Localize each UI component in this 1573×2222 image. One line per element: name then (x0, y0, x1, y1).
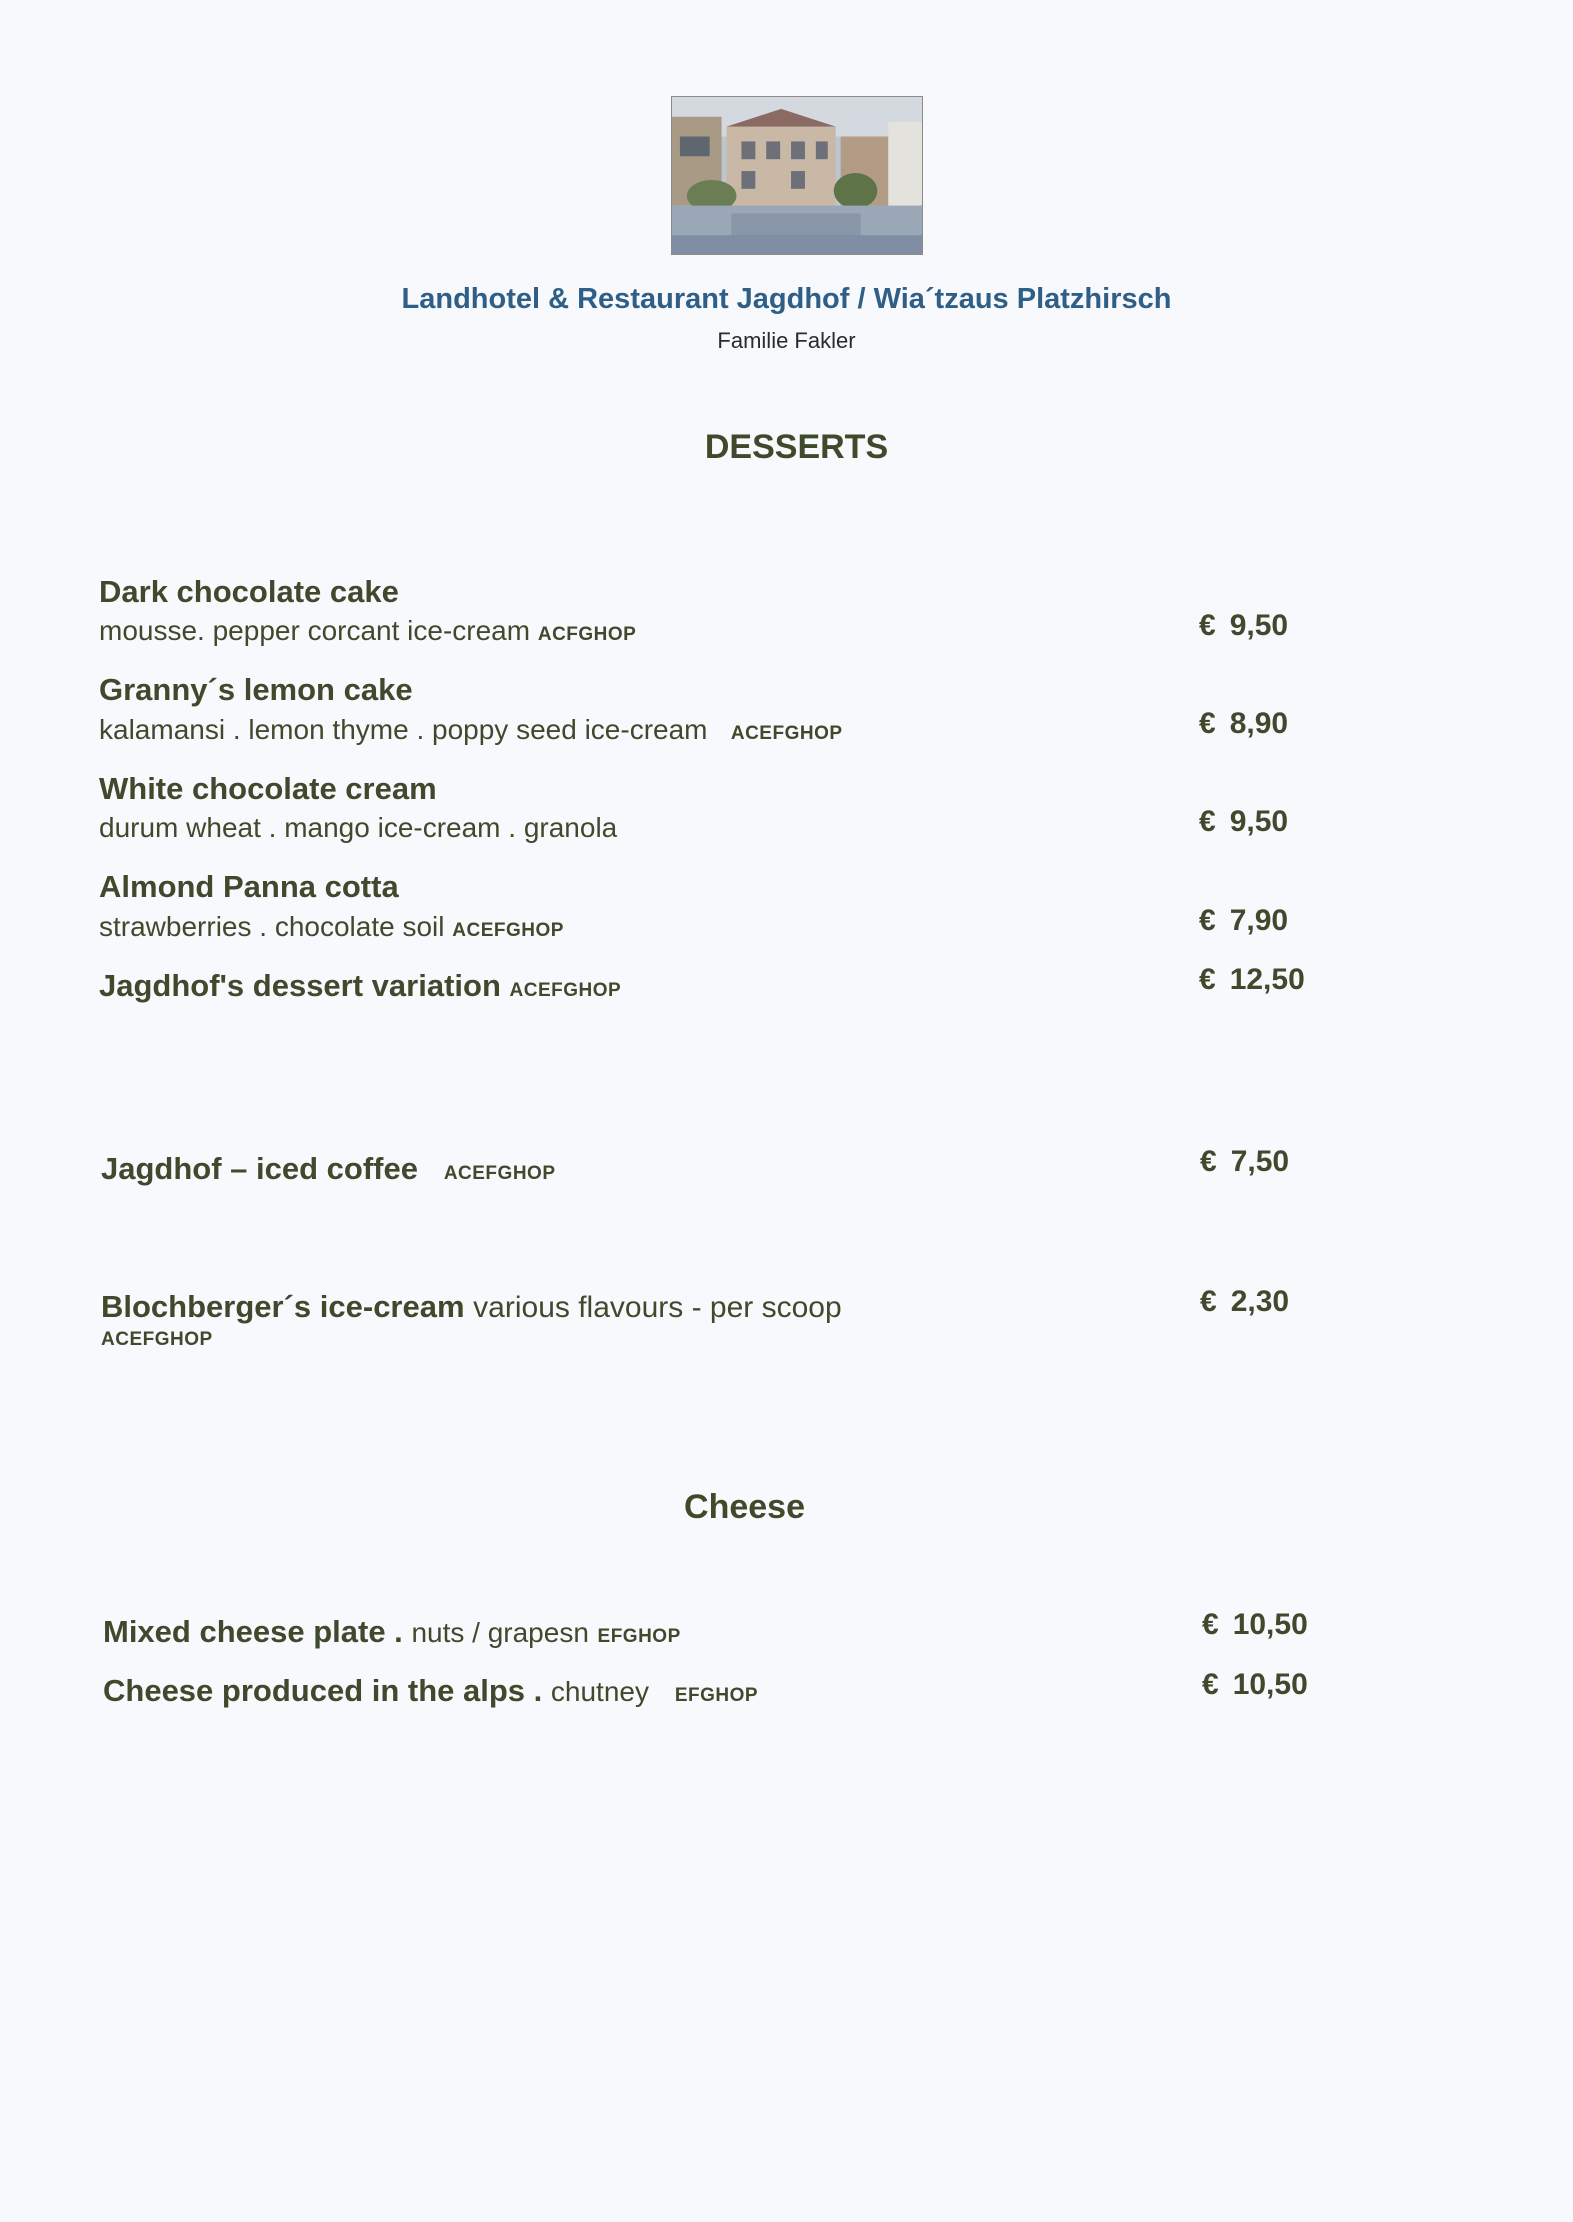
menu-item-price: € 9,50 (1199, 609, 1289, 642)
menu-item-name: Dark chocolate cake (99, 574, 399, 609)
menu-item-price: € 7,90 (1199, 904, 1289, 937)
cheese-title: Cheese (684, 1488, 805, 1526)
menu-item-name: Granny´s lemon cake (99, 672, 413, 707)
hotel-name: Landhotel & Restaurant Jagdhof / Wia´tzaus Platzhirsch (401, 283, 1172, 315)
hotel-photo (671, 96, 923, 255)
menu-item-description: chutney (550, 1676, 649, 1707)
allergen-codes: EFGHOP (674, 1685, 759, 1706)
allergen-codes: ACFGHOP (537, 624, 637, 645)
desserts-title: DESSERTS (704, 428, 889, 466)
allergen-codes: ACEFGHOP (452, 920, 564, 941)
menu-item-name: Mixed cheese plate . nuts / grapesn EFGHOP (103, 1614, 681, 1649)
menu-item-price: € 10,50 (1202, 1608, 1308, 1641)
menu-item-description: nuts / grapesn (411, 1617, 589, 1648)
menu-item-price: € 2,30 (1200, 1285, 1290, 1318)
allergen-codes: EFGHOP (597, 1626, 681, 1647)
allergen-codes: ACEFGHOP (443, 1163, 556, 1184)
menu-item-description: various flavours - per scoop (473, 1291, 842, 1324)
menu-item-price: € 9,50 (1199, 805, 1289, 838)
family-name: Familie Fakler (717, 328, 856, 353)
menu-item-price: € 8,90 (1199, 707, 1289, 740)
menu-item-description: kalamansi . lemon thyme . poppy seed ice-cream ACEFGHOP (99, 714, 843, 745)
menu-item-name: Almond Panna cotta (99, 869, 399, 904)
menu-item-price: € 10,50 (1202, 1668, 1308, 1701)
menu-item-description: strawberries . chocolate soil ACEFGHOP (99, 911, 564, 942)
menu-item-price: € 7,50 (1200, 1145, 1290, 1178)
menu-item-description: durum wheat . mango ice-cream . granola (99, 812, 618, 843)
allergen-codes: ACEFGHOP (730, 723, 843, 744)
menu-item-name: Blochberger´s ice-cream various flavours - per scoop (101, 1289, 842, 1324)
menu-item-name: Jagdhof – iced coffee ACEFGHOP (101, 1151, 556, 1186)
allergen-codes: ACEFGHOP (101, 1329, 213, 1350)
allergen-codes: ACEFGHOP (509, 980, 622, 1001)
menu-item-name: Jagdhof's dessert variation ACEFGHOP (99, 968, 622, 1003)
menu-item-description: mousse. pepper corcant ice-cream ACFGHOP (99, 615, 637, 646)
menu-item-name: White chocolate cream (99, 771, 437, 806)
menu-item-price: € 12,50 (1199, 963, 1305, 996)
menu-item-name: Cheese produced in the alps . chutney EFGHOP (103, 1673, 759, 1708)
